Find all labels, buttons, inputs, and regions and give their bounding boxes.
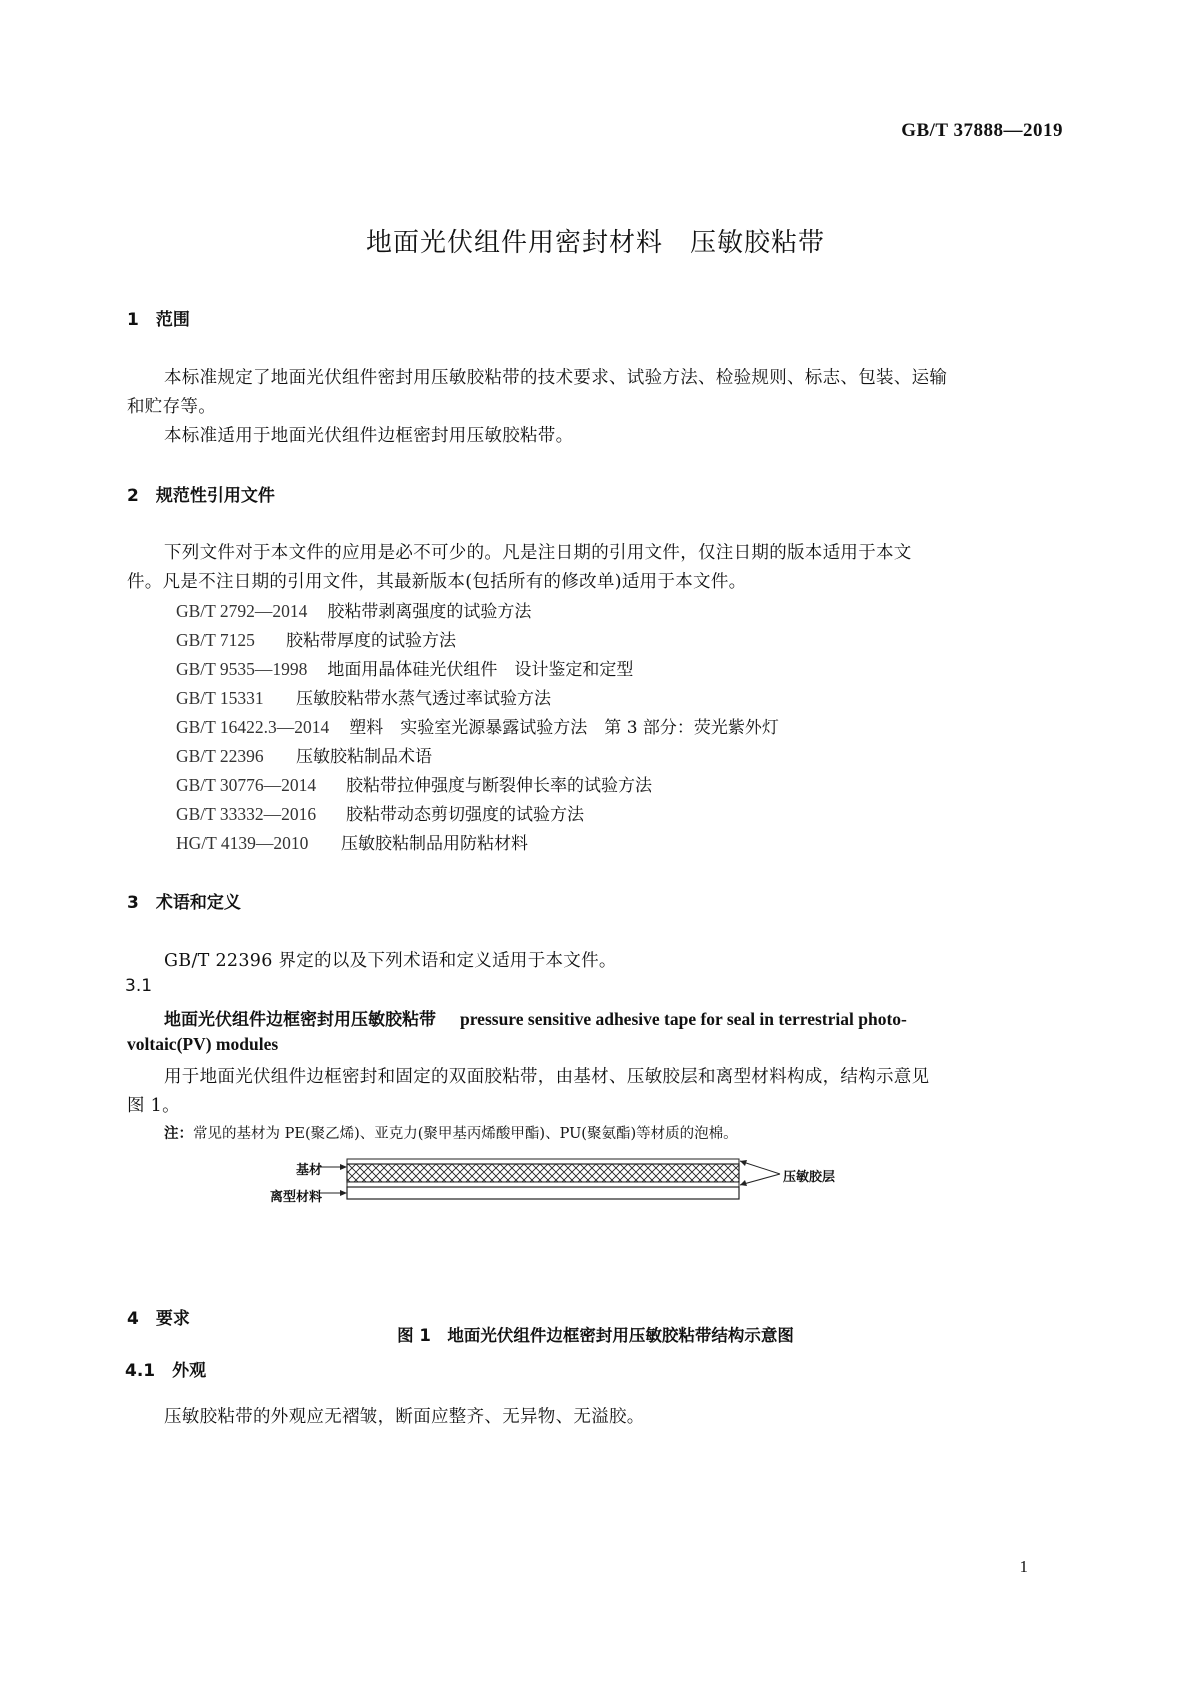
reference-title: 胶粘带动态剪切强度的试验方法: [346, 805, 584, 825]
reference-item: [176, 771, 652, 796]
section-4-heading: 4 要求: [127, 1309, 190, 1329]
section-3-para: GB/T 22396 界定的以及下列术语和定义适用于本文件。: [164, 951, 617, 971]
reference-title: 胶粘带拉伸强度与断裂伸长率的试验方法: [346, 776, 652, 796]
label-release-material: 离型材料: [270, 1190, 323, 1205]
section-4-1-para: 压敏胶粘带的外观应无褶皱，断面应整齐、无异物、无溢胶。: [164, 1407, 645, 1427]
reference-item: [176, 742, 432, 767]
reference-item: [176, 713, 779, 738]
reference-item: [176, 829, 528, 854]
reference-code: GB/T 33332—2016: [176, 804, 317, 824]
section-3-heading: 3 术语和定义: [127, 893, 241, 913]
term-heading: [164, 1005, 907, 1030]
reference-code: GB/T 22396: [176, 746, 264, 766]
section-2-heading: 2 规范性引用文件: [127, 486, 275, 506]
reference-item: [176, 800, 584, 825]
reference-title: 胶粘带剥离强度的试验方法: [327, 602, 532, 622]
reference-item: [176, 684, 551, 709]
definition-line-1: 用于地面光伏组件边框密封和固定的双面胶粘带，由基材、压敏胶层和离型材料构成，结构示意见: [164, 1067, 930, 1087]
term-number: 3.1: [125, 976, 153, 996]
reference-title: 压敏胶粘制品用防粘材料: [341, 834, 528, 854]
reference-title: 塑料 实验室光源暴露试验方法 第 3 部分：荧光紫外灯: [349, 718, 779, 738]
section-2-para-line-2: 件。凡是不注日期的引用文件，其最新版本(包括所有的修改单)适用于本文件。: [127, 572, 747, 592]
term-english-line-1: pressure sensitive adhesive tape for seal in terrestrial photo-: [460, 1009, 907, 1029]
term-chinese: 地面光伏组件边框密封用压敏胶粘带: [164, 1010, 436, 1030]
section-1-para-1-line-1: 本标准规定了地面光伏组件密封用压敏胶粘带的技术要求、试验方法、检验规则、标志、包装、运输: [164, 368, 948, 388]
adhesive-layer-bottom: [347, 1182, 739, 1187]
reference-code: GB/T 16422.3—2014: [176, 717, 330, 737]
reference-title: 压敏胶粘制品术语: [296, 747, 432, 767]
document-title: 地面光伏组件用密封材料 压敏胶粘带: [365, 228, 825, 258]
section-1-para-2: 本标准适用于地面光伏组件边框密封用压敏胶粘带。: [164, 426, 574, 446]
standard-number: GB/T 37888—2019: [901, 120, 1063, 141]
definition-line-2: 图 1。: [127, 1096, 180, 1116]
substrate-layer: [347, 1164, 739, 1182]
section-4-1-heading: 4.1 外观: [125, 1361, 207, 1381]
page-number: 1: [1019, 1557, 1028, 1576]
section-2-para-line-1: 下列文件对于本文件的应用是必不可少的。凡是注日期的引用文件，仅注日期的版本适用于本文: [164, 543, 912, 563]
label-adhesive-layer: 压敏胶层: [783, 1170, 836, 1185]
reference-title: 胶粘带厚度的试验方法: [286, 631, 456, 651]
reference-title: 压敏胶粘带水蒸气透过率试验方法: [296, 689, 551, 709]
reference-code: HG/T 4139—2010: [176, 833, 309, 853]
reference-code: GB/T 7125: [176, 630, 255, 650]
reference-item: [176, 626, 456, 651]
adhesive-layer-top: [347, 1159, 739, 1164]
reference-code: GB/T 9535—1998: [176, 659, 308, 679]
reference-title: 地面用晶体硅光伏组件 设计鉴定和定型: [327, 660, 634, 680]
section-1-heading: 1 范围: [127, 310, 190, 330]
reference-code: GB/T 2792—2014: [176, 601, 308, 621]
note-label: 注：: [164, 1126, 193, 1142]
figure-caption: 图 1 地面光伏组件边框密封用压敏胶粘带结构示意图: [397, 1326, 794, 1345]
section-1-para-1-line-2: 和贮存等。: [127, 397, 216, 417]
reference-code: GB/T 30776—2014: [176, 775, 317, 795]
reference-code: GB/T 15331: [176, 688, 264, 708]
label-substrate: 基材: [296, 1163, 323, 1178]
note-text: 常见的基材为 PE(聚乙烯)、亚克力(聚甲基丙烯酸甲酯)、PU(聚氨酯)等材质的泡棉。: [193, 1126, 738, 1142]
reference-item: [176, 655, 633, 680]
tape-structure-diagram: [260, 1148, 860, 1210]
release-layer: [347, 1187, 739, 1199]
term-english-line-2: voltaic(PV) modules: [127, 1034, 279, 1054]
note: [164, 1122, 738, 1143]
reference-item: [176, 597, 531, 622]
